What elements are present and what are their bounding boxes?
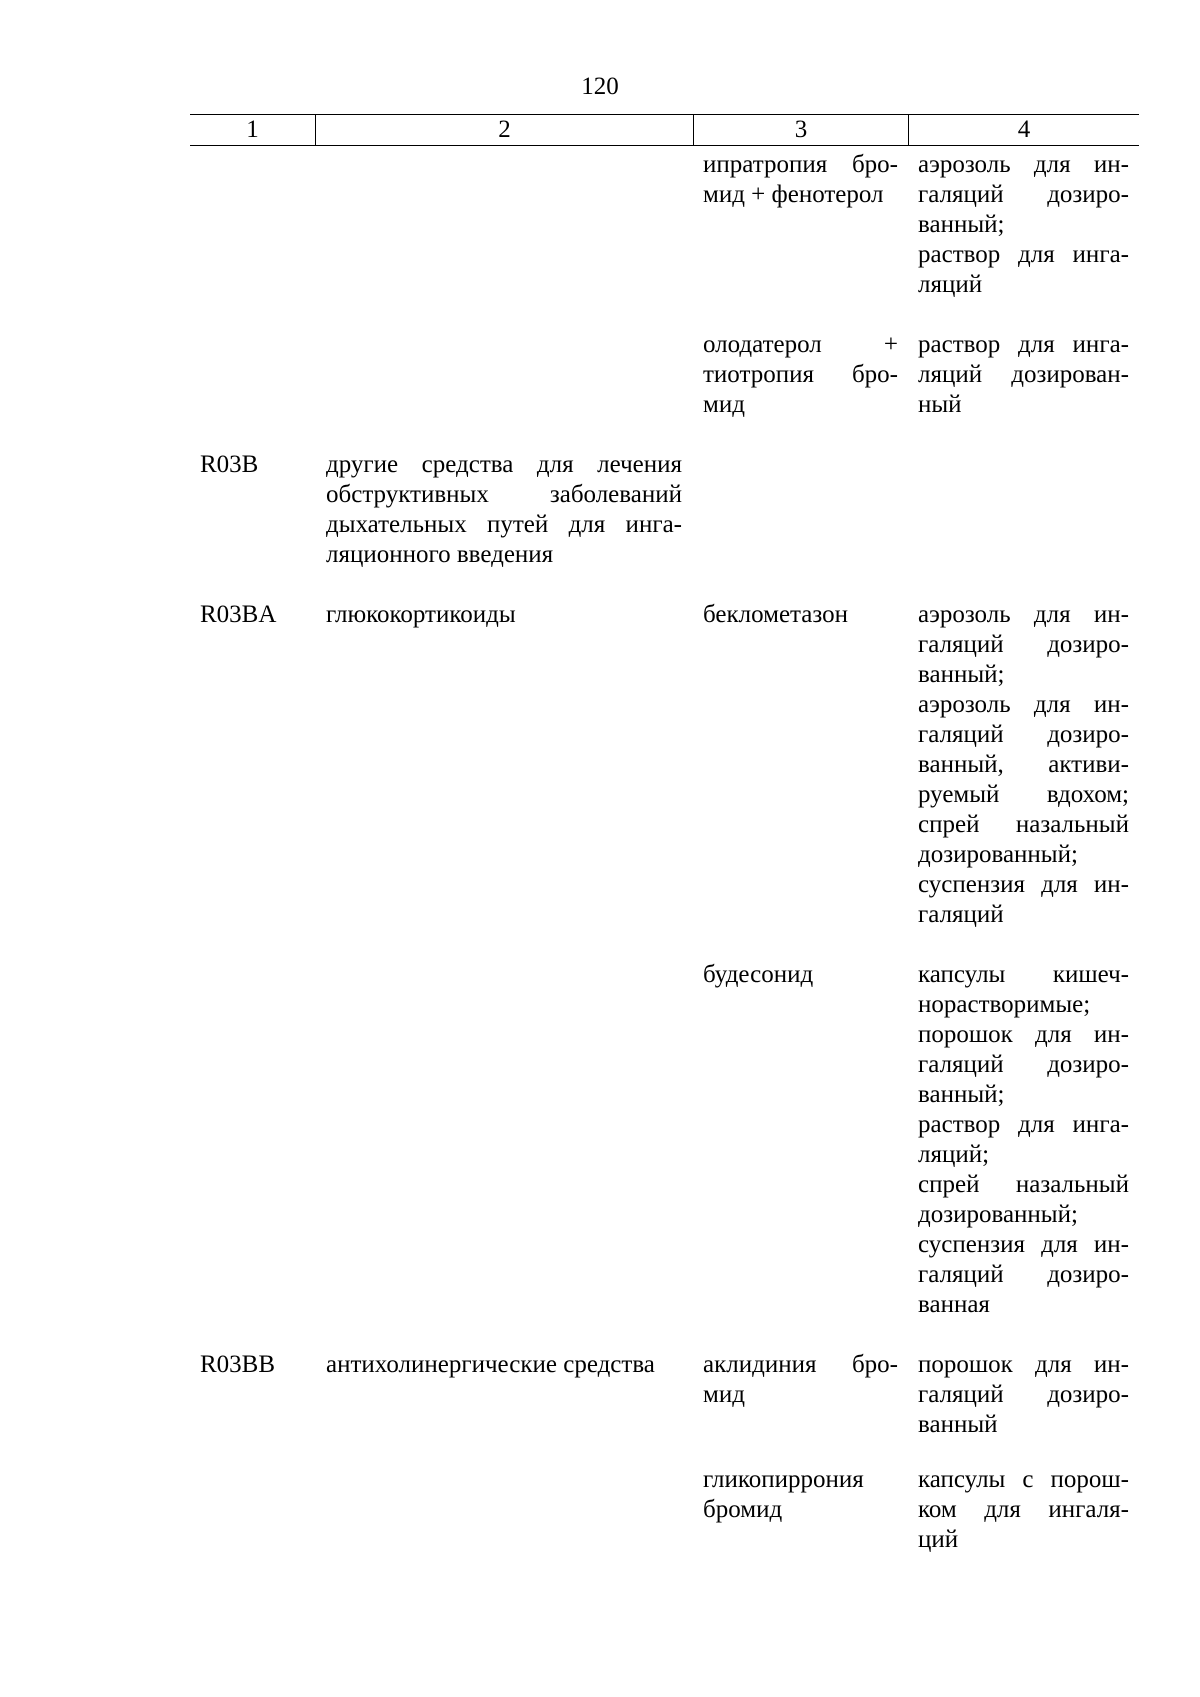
drug-name bbox=[703, 330, 898, 420]
dosage-form-line: ный bbox=[918, 391, 962, 418]
dosage-form-line: аэрозоль для ин- bbox=[918, 691, 1129, 718]
atc-code: R03B bbox=[200, 451, 259, 478]
dosage-form bbox=[918, 1350, 1129, 1440]
dosage-form-line: ляций дозирован- bbox=[918, 361, 1129, 388]
dosage-form-line: ляций; bbox=[918, 1141, 990, 1168]
atc-code: R03BA bbox=[200, 601, 277, 628]
dosage-form-line: суспензия для ин- bbox=[918, 1231, 1129, 1258]
drug-name bbox=[703, 1350, 898, 1410]
dosage-form-line: руемый вдохом; bbox=[918, 781, 1129, 808]
group-name bbox=[326, 450, 682, 570]
drug-name bbox=[703, 150, 898, 210]
atc-code: R03BB bbox=[200, 1351, 276, 1378]
dosage-form-line: спрей назальный bbox=[918, 1171, 1129, 1198]
dosage-form-line: раствор для инга- bbox=[918, 241, 1129, 268]
dosage-form bbox=[918, 330, 1129, 420]
page-number: 120 bbox=[581, 73, 619, 100]
dosage-form-line: галяций дозиро- bbox=[918, 181, 1129, 208]
dosage-form-line: капсулы с порош- bbox=[918, 1466, 1129, 1493]
dosage-form-line: капсулы кишеч- bbox=[918, 961, 1129, 988]
dosage-form-line: дозированный; bbox=[918, 1201, 1078, 1228]
dosage-form-line: порошок для ин- bbox=[918, 1021, 1129, 1048]
dosage-form bbox=[918, 960, 1129, 1320]
drug-name-line: бромид bbox=[703, 1496, 783, 1523]
dosage-form-line: галяций bbox=[918, 901, 1004, 928]
dosage-form-line: галяций дозиро- bbox=[918, 1051, 1129, 1078]
dosage-form-line: ванная bbox=[918, 1291, 990, 1318]
dosage-form-line: ций bbox=[918, 1526, 959, 1553]
group-name-line: глюкокортикоиды bbox=[326, 601, 516, 628]
column-header-3: 3 bbox=[693, 115, 908, 145]
dosage-form-line: ляций bbox=[918, 271, 983, 298]
dosage-form-line: норастворимые; bbox=[918, 991, 1091, 1018]
drug-name bbox=[703, 600, 898, 630]
drug-name-line: аклидиния бро- bbox=[703, 1351, 898, 1378]
group-name bbox=[326, 1350, 682, 1380]
group-name-line: ляционного введения bbox=[326, 541, 554, 568]
dosage-form-line: аэрозоль для ин- bbox=[918, 151, 1129, 178]
drug-name-line: олодатерол + bbox=[703, 331, 898, 358]
drug-name-line: мид bbox=[703, 391, 745, 418]
dosage-form-line: порошок для ин- bbox=[918, 1351, 1129, 1378]
dosage-form-line: спрей назальный bbox=[918, 811, 1129, 838]
table-header-row bbox=[190, 114, 1139, 146]
group-name-line: дыхательных путей для инга- bbox=[326, 511, 682, 538]
dosage-form-line: раствор для инга- bbox=[918, 331, 1129, 358]
group-name-line: антихолинергические средства bbox=[326, 1351, 655, 1378]
dosage-form-line: галяций дозиро- bbox=[918, 721, 1129, 748]
dosage-form bbox=[918, 150, 1129, 300]
dosage-form-line: суспензия для ин- bbox=[918, 871, 1129, 898]
dosage-form-line: ванный bbox=[918, 1411, 998, 1438]
drug-name bbox=[703, 1465, 898, 1525]
dosage-form bbox=[918, 600, 1129, 930]
dosage-form bbox=[918, 1465, 1129, 1555]
dosage-form-line: раствор для инга- bbox=[918, 1111, 1129, 1138]
group-name-line: обструктивных заболеваний bbox=[326, 481, 682, 508]
dosage-form-line: ванный; bbox=[918, 1081, 1005, 1108]
drug-name-line: тиотропия бро- bbox=[703, 361, 898, 388]
drug-name-line: ипратропия бро- bbox=[703, 151, 898, 178]
column-header-4: 4 bbox=[908, 115, 1139, 145]
drug-name-line: мид bbox=[703, 1381, 745, 1408]
drug-table bbox=[190, 114, 1139, 146]
drug-name-line: мид + фенотерол bbox=[703, 181, 884, 208]
drug-name bbox=[703, 960, 898, 990]
column-header-2: 2 bbox=[315, 115, 693, 145]
column-header-1: 1 bbox=[246, 116, 259, 143]
dosage-form-line: дозированный; bbox=[918, 841, 1078, 868]
group-name-line: другие средства для лечения bbox=[326, 451, 682, 478]
dosage-form-line: галяций дозиро- bbox=[918, 631, 1129, 658]
dosage-form-line: ванный; bbox=[918, 661, 1005, 688]
dosage-form-line: аэрозоль для ин- bbox=[918, 601, 1129, 628]
drug-name-line: гликопиррония bbox=[703, 1466, 864, 1493]
drug-name-line: беклометазон bbox=[703, 601, 848, 628]
dosage-form-line: галяций дозиро- bbox=[918, 1381, 1129, 1408]
dosage-form-line: галяций дозиро- bbox=[918, 1261, 1129, 1288]
drug-name-line: будесонид bbox=[703, 961, 814, 988]
group-name bbox=[326, 600, 682, 630]
dosage-form-line: ком для ингаля- bbox=[918, 1496, 1129, 1523]
dosage-form-line: ванный, активи- bbox=[918, 751, 1129, 778]
dosage-form-line: ванный; bbox=[918, 211, 1005, 238]
